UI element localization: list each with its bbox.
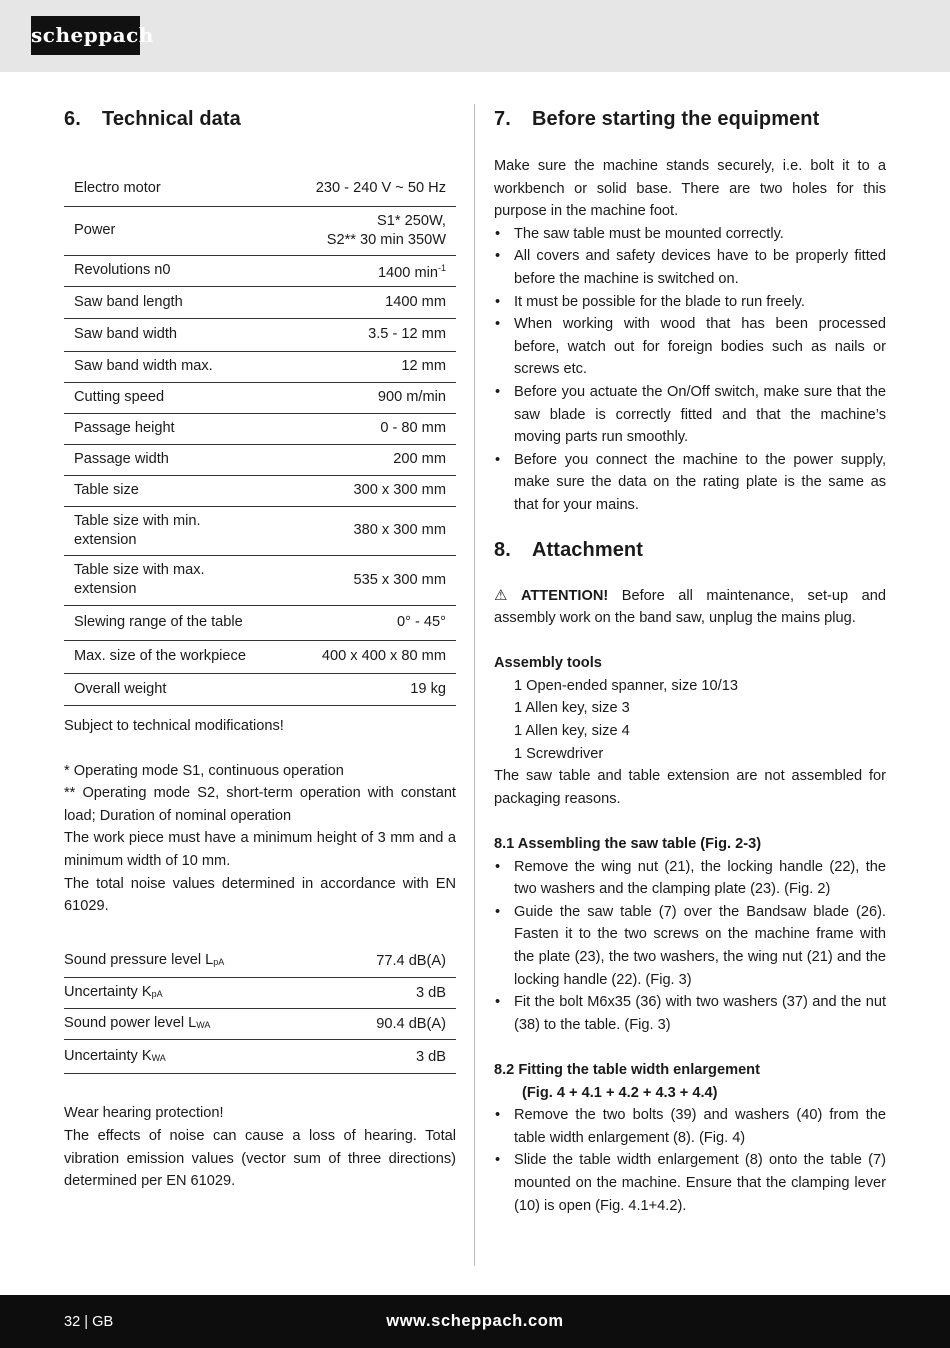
- tech-data-row: [64, 506, 456, 555]
- noise-label-text: Uncertainty K: [64, 984, 152, 1001]
- noise-value: 3 dB: [331, 1040, 456, 1074]
- list-item: • Remove the two bolts (39) and washers (40) from the table width enlargement (8). (Fig. 4): [494, 1104, 886, 1149]
- warning-triangle-icon: ⚠: [494, 586, 517, 604]
- list-item: • The saw table must be mounted correctly.: [494, 223, 886, 246]
- attention-label: ATTENTION!: [520, 587, 609, 604]
- tech-data-value-text: 1400 mm: [385, 293, 446, 310]
- tech-data-label: Power: [64, 206, 284, 255]
- assembly-tool-item: 1 Allen key, size 3: [514, 700, 630, 717]
- page-number: 32 | GB: [64, 1314, 114, 1330]
- tech-data-value: [284, 444, 456, 475]
- tech-data-row: [64, 382, 456, 413]
- list-item: • Before you connect the machine to the power supply, make sure the data on the rating plate is the same as that for your mains.: [494, 449, 886, 517]
- section-8-2-heading: 8.2 Fitting the table width enlargement: [494, 1061, 760, 1078]
- website-link[interactable]: www.scheppach.com: [386, 1312, 564, 1330]
- tech-data-value: [284, 475, 456, 506]
- list-item: • It must be possible for the blade to run freely.: [494, 291, 886, 314]
- tech-data-value: [284, 506, 456, 555]
- tech-data-row: [64, 605, 456, 640]
- tech-data-value-text: 300 x 300 mm: [353, 482, 446, 499]
- section-7-list: [494, 223, 886, 517]
- tech-data-value: [284, 318, 456, 351]
- tech-data-label: Cutting speed: [64, 382, 284, 413]
- noise-label: [64, 1040, 331, 1074]
- subject-note: Subject to technical modifications!: [64, 717, 284, 734]
- section-7-intro: Make sure the machine stands securely, i.e. bolt it to a workbench or solid base. There are two holes for this purpose in the machine foot.: [494, 158, 886, 220]
- mode-s1-note: * Operating mode S1, continuous operation: [64, 762, 344, 779]
- brand-logo: scheppach: [31, 16, 140, 55]
- tech-data-row: [64, 640, 456, 673]
- list-item: • When working with wood that has been processed before, watch out for foreign bodies such as nails or screws etc.: [494, 313, 886, 381]
- technical-data-table: [64, 172, 456, 706]
- section-8-2-figures: (Fig. 4 + 4.1 + 4.2 + 4.3 + 4.4): [522, 1084, 718, 1101]
- noise-row: [64, 946, 456, 978]
- noise-row: [64, 978, 456, 1009]
- mode-s2-note: ** Operating mode S2, short-term operation with constant load; Duration of nominal operation: [64, 785, 456, 824]
- tech-data-value-text: S1* 250W, S2** 30 min 350W: [326, 212, 446, 248]
- tech-data-value-text: 380 x 300 mm: [353, 522, 446, 539]
- section-8-2-list: [494, 1104, 886, 1217]
- noise-value: 77.4 dB(A): [331, 946, 456, 978]
- noise-value: 90.4 dB(A): [331, 1009, 456, 1040]
- noise-label-subscript: WA: [151, 1052, 166, 1063]
- hearing-protection-note: Wear hearing protection!: [64, 1105, 224, 1122]
- list-item: • Slide the table width enlargement (8) onto the table (7) mounted on the machine. Ensure that the clamping lever (10) is open (Fig. 4.1+4.2).: [494, 1149, 886, 1217]
- tech-data-row: [64, 555, 456, 605]
- page-footer: [0, 1295, 950, 1348]
- tech-data-value-text: 0° - 45°: [397, 614, 446, 631]
- noise-effects-note: The effects of noise can cause a loss of hearing. Total vibration emission values (vector sum of three directions) determined per EN 61029.: [64, 1127, 456, 1190]
- tech-data-label: Passage height: [64, 413, 284, 444]
- tech-data-value-text: 535 x 300 mm: [353, 571, 446, 588]
- tech-data-value: [284, 413, 456, 444]
- assembly-tool-item: 1 Open-ended spanner, size 10/13: [514, 677, 738, 694]
- tech-data-value-text: 200 mm: [393, 451, 446, 468]
- list-item: • All covers and safety devices have to be properly fitted before the machine is switched on.: [494, 245, 886, 290]
- tech-data-value: [284, 382, 456, 413]
- noise-row: [64, 1040, 456, 1074]
- tech-data-label: Saw band width max.: [64, 351, 284, 382]
- tech-data-value: [284, 286, 456, 318]
- noise-note: The total noise values determined in accordance with EN 61029.: [64, 875, 456, 915]
- tech-data-value: [284, 206, 456, 255]
- noise-label: [64, 978, 331, 1009]
- noise-values-table: [64, 946, 456, 1075]
- noise-row: [64, 1009, 456, 1040]
- noise-label-text: Uncertainty K: [64, 1047, 152, 1064]
- right-column: [494, 104, 886, 1217]
- tech-data-label: Saw band width: [64, 318, 284, 351]
- assembly-tool-item: 1 Screwdriver: [514, 745, 604, 762]
- tech-data-row: [64, 351, 456, 382]
- list-item: • Guide the saw table (7) over the Bandsaw blade (26). Fasten it to the two screws on the machine frame with the plate (23), the two washers, the wing nut (21) and the locking handle (22). (Fig. 3): [494, 901, 886, 991]
- workpiece-note: The work piece must have a minimum height of 3 mm and a minimum width of 10 mm.: [64, 830, 456, 870]
- assembly-tool-item: 1 Allen key, size 4: [514, 723, 630, 740]
- tech-data-value-text: 900 m/min: [377, 389, 446, 406]
- noise-label-text: Sound pressure level L: [64, 952, 214, 969]
- tech-data-value: [284, 255, 456, 286]
- tech-data-value-text: 230 - 240 V ~ 50 Hz: [315, 180, 446, 197]
- attention-paragraph: [494, 585, 886, 630]
- tech-data-label: Table size: [64, 475, 284, 506]
- tech-data-value: [284, 605, 456, 640]
- tech-data-label: Table size with max. extension: [64, 555, 284, 605]
- tech-data-value: [284, 555, 456, 605]
- tech-data-label: Electro motor: [64, 172, 284, 206]
- tech-data-value-text: 3.5 - 12 mm: [368, 326, 446, 343]
- tech-data-value: [284, 673, 456, 705]
- list-item: • Fit the bolt M6x35 (36) with two washers (37) and the nut (38) to the table. (Fig. 3): [494, 991, 886, 1036]
- list-item: • Remove the wing nut (21), the locking handle (22), the two washers and the clamping plate (23). (Fig. 2): [494, 856, 886, 901]
- section-8-1-list: [494, 856, 886, 1037]
- tech-data-row: [64, 673, 456, 705]
- tech-data-label: Saw band length: [64, 286, 284, 318]
- column-divider: [474, 104, 475, 1266]
- tech-data-value-text: 0 - 80 mm: [380, 420, 446, 437]
- tech-data-label: Slewing range of the table: [64, 605, 284, 640]
- noise-label-subscript: WA: [196, 1020, 211, 1031]
- not-assembled-note: The saw table and table extension are not assembled for packaging reasons.: [494, 768, 886, 807]
- tech-data-label: Revolutions n0: [64, 255, 284, 286]
- tech-data-value-text: 1400 min: [377, 264, 438, 281]
- attention-text: Before all maintenance, set-up and assembly work on the band saw, unplug the mains plug.: [494, 587, 887, 627]
- tech-data-value-text: 12 mm: [401, 358, 446, 375]
- noise-label-subscript: pA: [213, 957, 225, 968]
- noise-label-subscript: pA: [151, 989, 163, 1000]
- page-header: [0, 0, 950, 72]
- assembly-tools-heading: Assembly tools: [494, 655, 602, 672]
- tech-data-row: [64, 413, 456, 444]
- section-8-1-heading: 8.1 Assembling the saw table (Fig. 2-3): [494, 836, 762, 853]
- noise-value: 3 dB: [331, 978, 456, 1009]
- tech-data-row: [64, 206, 456, 255]
- tech-data-label: Overall weight: [64, 673, 284, 705]
- tech-data-value: [284, 351, 456, 382]
- tech-data-label: Max. size of the workpiece: [64, 640, 284, 673]
- noise-label: [64, 946, 331, 978]
- tech-data-value: [284, 640, 456, 673]
- tech-data-row: [64, 255, 456, 286]
- tech-data-row: [64, 318, 456, 351]
- noise-label: [64, 1009, 331, 1040]
- tech-data-label: Table size with min. extension: [64, 506, 284, 555]
- left-column: [64, 104, 456, 1193]
- tech-data-value-text: 400 x 400 x 80 mm: [321, 648, 446, 665]
- tech-data-row: [64, 475, 456, 506]
- section-8-heading: 8. Attachment: [494, 538, 644, 561]
- section-6-heading: 6. Technical data: [64, 108, 241, 130]
- tech-data-value-text: 19 kg: [410, 680, 446, 697]
- noise-label-text: Sound power level L: [64, 1015, 197, 1032]
- tech-data-value: [284, 172, 456, 206]
- tech-data-value-superscript: -1: [437, 262, 446, 273]
- section-7-heading: 7. Before starting the equipment: [494, 108, 820, 130]
- tech-data-row: [64, 172, 456, 206]
- tech-data-row: [64, 286, 456, 318]
- assembly-tools-list: [494, 675, 886, 765]
- tech-data-row: [64, 444, 456, 475]
- tech-data-label: Passage width: [64, 444, 284, 475]
- list-item: • Before you actuate the On/Off switch, make sure that the saw blade is correctly fitted and that the machine’s moving parts run smoothly.: [494, 381, 886, 449]
